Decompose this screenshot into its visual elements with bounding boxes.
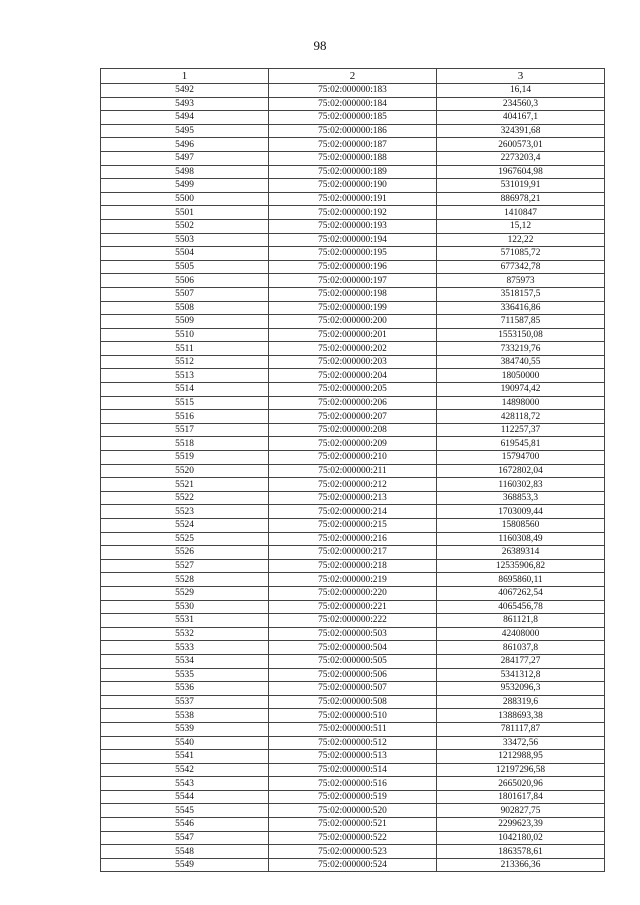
table-row xyxy=(101,532,605,546)
value-cell: 781117,87 xyxy=(437,722,605,736)
cadastral-number-cell: 75:02:000000:507 xyxy=(269,682,437,696)
value-cell: 18050000 xyxy=(437,369,605,383)
cadastral-number-cell: 75:02:000000:214 xyxy=(269,505,437,519)
cadastral-number-cell: 75:02:000000:215 xyxy=(269,519,437,533)
row-number-cell: 5516 xyxy=(101,410,269,424)
row-number-cell: 5545 xyxy=(101,804,269,818)
cadastral-number-cell: 75:02:000000:219 xyxy=(269,573,437,587)
column-header-3: 3 xyxy=(437,69,605,84)
cadastral-number-cell: 75:02:000000:505 xyxy=(269,654,437,668)
row-number-cell: 5544 xyxy=(101,790,269,804)
value-cell: 26389314 xyxy=(437,546,605,560)
row-number-cell: 5502 xyxy=(101,219,269,233)
value-cell: 677342,78 xyxy=(437,260,605,274)
table-body xyxy=(101,84,605,872)
cadastral-number-cell: 75:02:000000:504 xyxy=(269,641,437,655)
cadastral-number-cell: 75:02:000000:194 xyxy=(269,233,437,247)
row-number-cell: 5503 xyxy=(101,233,269,247)
value-cell: 1553150,08 xyxy=(437,328,605,342)
header-row xyxy=(101,69,605,84)
table-row xyxy=(101,410,605,424)
cadastral-number-cell: 75:02:000000:524 xyxy=(269,858,437,872)
table-row xyxy=(101,287,605,301)
cadastral-number-cell: 75:02:000000:519 xyxy=(269,790,437,804)
table-row xyxy=(101,736,605,750)
table-row xyxy=(101,600,605,614)
value-cell: 15808560 xyxy=(437,519,605,533)
value-cell: 1863578,61 xyxy=(437,845,605,859)
row-number-cell: 5511 xyxy=(101,342,269,356)
table-row xyxy=(101,519,605,533)
row-number-cell: 5507 xyxy=(101,287,269,301)
table-row xyxy=(101,709,605,723)
row-number-cell: 5542 xyxy=(101,763,269,777)
cadastral-number-cell: 75:02:000000:187 xyxy=(269,138,437,152)
value-cell: 368853,3 xyxy=(437,491,605,505)
table-row xyxy=(101,423,605,437)
table-row xyxy=(101,138,605,152)
cadastral-number-cell: 75:02:000000:188 xyxy=(269,151,437,165)
cadastral-number-cell: 75:02:000000:196 xyxy=(269,260,437,274)
row-number-cell: 5517 xyxy=(101,423,269,437)
value-cell: 1410847 xyxy=(437,206,605,220)
cadastral-number-cell: 75:02:000000:208 xyxy=(269,423,437,437)
value-cell: 234560,3 xyxy=(437,97,605,111)
value-cell: 1160302,83 xyxy=(437,478,605,492)
row-number-cell: 5549 xyxy=(101,858,269,872)
table-row xyxy=(101,151,605,165)
cadastral-number-cell: 75:02:000000:205 xyxy=(269,383,437,397)
table-row xyxy=(101,722,605,736)
row-number-cell: 5540 xyxy=(101,736,269,750)
cadastral-number-cell: 75:02:000000:193 xyxy=(269,219,437,233)
row-number-cell: 5518 xyxy=(101,437,269,451)
table-row xyxy=(101,84,605,98)
value-cell: 336416,86 xyxy=(437,301,605,315)
cadastral-number-cell: 75:02:000000:216 xyxy=(269,532,437,546)
row-number-cell: 5530 xyxy=(101,600,269,614)
row-number-cell: 5510 xyxy=(101,328,269,342)
row-number-cell: 5524 xyxy=(101,519,269,533)
value-cell: 886978,21 xyxy=(437,192,605,206)
cadastral-number-cell: 75:02:000000:201 xyxy=(269,328,437,342)
value-cell: 3518157,5 xyxy=(437,287,605,301)
table-row xyxy=(101,179,605,193)
cadastral-number-cell: 75:02:000000:521 xyxy=(269,818,437,832)
row-number-cell: 5495 xyxy=(101,124,269,138)
cadastral-number-cell: 75:02:000000:221 xyxy=(269,600,437,614)
row-number-cell: 5533 xyxy=(101,641,269,655)
table-row xyxy=(101,654,605,668)
cadastral-number-cell: 75:02:000000:197 xyxy=(269,274,437,288)
cadastral-number-cell: 75:02:000000:220 xyxy=(269,586,437,600)
value-cell: 14898000 xyxy=(437,396,605,410)
value-cell: 288319,6 xyxy=(437,695,605,709)
row-number-cell: 5531 xyxy=(101,614,269,628)
table-row xyxy=(101,111,605,125)
table-row xyxy=(101,804,605,818)
table-row xyxy=(101,260,605,274)
row-number-cell: 5543 xyxy=(101,777,269,791)
cadastral-number-cell: 75:02:000000:192 xyxy=(269,206,437,220)
cadastral-number-cell: 75:02:000000:209 xyxy=(269,437,437,451)
row-number-cell: 5541 xyxy=(101,750,269,764)
row-number-cell: 5508 xyxy=(101,301,269,315)
table-row xyxy=(101,695,605,709)
row-number-cell: 5512 xyxy=(101,355,269,369)
row-number-cell: 5528 xyxy=(101,573,269,587)
value-cell: 2299623,39 xyxy=(437,818,605,832)
value-cell: 4065456,78 xyxy=(437,600,605,614)
value-cell: 16,14 xyxy=(437,84,605,98)
cadastral-number-cell: 75:02:000000:185 xyxy=(269,111,437,125)
table-row xyxy=(101,491,605,505)
table-row xyxy=(101,750,605,764)
table-row xyxy=(101,342,605,356)
cadastral-number-cell: 75:02:000000:212 xyxy=(269,478,437,492)
page-number: 98 xyxy=(313,38,327,53)
table-header xyxy=(101,69,605,84)
table-row xyxy=(101,233,605,247)
table-row xyxy=(101,383,605,397)
cadastral-number-cell: 75:02:000000:512 xyxy=(269,736,437,750)
row-number-cell: 5521 xyxy=(101,478,269,492)
column-header-2: 2 xyxy=(269,69,437,84)
row-number-cell: 5520 xyxy=(101,464,269,478)
row-number-cell: 5537 xyxy=(101,695,269,709)
row-number-cell: 5523 xyxy=(101,505,269,519)
table-row xyxy=(101,464,605,478)
value-cell: 711587,85 xyxy=(437,315,605,329)
row-number-cell: 5527 xyxy=(101,559,269,573)
table-row xyxy=(101,437,605,451)
table-row xyxy=(101,546,605,560)
cadastral-number-cell: 75:02:000000:184 xyxy=(269,97,437,111)
cadastral-number-cell: 75:02:000000:202 xyxy=(269,342,437,356)
cadastral-number-cell: 75:02:000000:514 xyxy=(269,763,437,777)
value-cell: 2600573,01 xyxy=(437,138,605,152)
value-cell: 4067262,54 xyxy=(437,586,605,600)
row-number-cell: 5546 xyxy=(101,818,269,832)
value-cell: 1212988,95 xyxy=(437,750,605,764)
column-header-1: 1 xyxy=(101,69,269,84)
table-row xyxy=(101,641,605,655)
table-row xyxy=(101,777,605,791)
row-number-cell: 5515 xyxy=(101,396,269,410)
table-row xyxy=(101,355,605,369)
row-number-cell: 5505 xyxy=(101,260,269,274)
row-number-cell: 5501 xyxy=(101,206,269,220)
value-cell: 1160308,49 xyxy=(437,532,605,546)
cadastral-number-cell: 75:02:000000:523 xyxy=(269,845,437,859)
table-row xyxy=(101,451,605,465)
value-cell: 5341312,8 xyxy=(437,668,605,682)
cadastral-number-cell: 75:02:000000:506 xyxy=(269,668,437,682)
cadastral-number-cell: 75:02:000000:183 xyxy=(269,84,437,98)
table-row xyxy=(101,586,605,600)
cadastral-number-cell: 75:02:000000:516 xyxy=(269,777,437,791)
table-row xyxy=(101,124,605,138)
value-cell: 902827,75 xyxy=(437,804,605,818)
table-row xyxy=(101,97,605,111)
row-number-cell: 5532 xyxy=(101,627,269,641)
cadastral-number-cell: 75:02:000000:211 xyxy=(269,464,437,478)
row-number-cell: 5499 xyxy=(101,179,269,193)
cadastral-number-cell: 75:02:000000:513 xyxy=(269,750,437,764)
value-cell: 1672802,04 xyxy=(437,464,605,478)
cadastral-number-cell: 75:02:000000:191 xyxy=(269,192,437,206)
value-cell: 190974,42 xyxy=(437,383,605,397)
table-row xyxy=(101,328,605,342)
row-number-cell: 5529 xyxy=(101,586,269,600)
cadastral-number-cell: 75:02:000000:508 xyxy=(269,695,437,709)
table-row xyxy=(101,206,605,220)
value-cell: 42408000 xyxy=(437,627,605,641)
cadastral-number-cell: 75:02:000000:190 xyxy=(269,179,437,193)
row-number-cell: 5536 xyxy=(101,682,269,696)
row-number-cell: 5498 xyxy=(101,165,269,179)
value-cell: 324391,68 xyxy=(437,124,605,138)
value-cell: 284177,27 xyxy=(437,654,605,668)
value-cell: 15794700 xyxy=(437,451,605,465)
value-cell: 1388693,38 xyxy=(437,709,605,723)
value-cell: 404167,1 xyxy=(437,111,605,125)
value-cell: 875973 xyxy=(437,274,605,288)
row-number-cell: 5513 xyxy=(101,369,269,383)
row-number-cell: 5539 xyxy=(101,722,269,736)
table-row xyxy=(101,845,605,859)
row-number-cell: 5522 xyxy=(101,491,269,505)
row-number-cell: 5538 xyxy=(101,709,269,723)
cadastral-number-cell: 75:02:000000:217 xyxy=(269,546,437,560)
cadastral-table xyxy=(100,68,605,872)
cadastral-number-cell: 75:02:000000:186 xyxy=(269,124,437,138)
table-row xyxy=(101,682,605,696)
table-row xyxy=(101,247,605,261)
table-row xyxy=(101,790,605,804)
table-row xyxy=(101,301,605,315)
cadastral-number-cell: 75:02:000000:503 xyxy=(269,627,437,641)
value-cell: 861037,8 xyxy=(437,641,605,655)
row-number-cell: 5548 xyxy=(101,845,269,859)
cadastral-number-cell: 75:02:000000:510 xyxy=(269,709,437,723)
cadastral-number-cell: 75:02:000000:218 xyxy=(269,559,437,573)
row-number-cell: 5494 xyxy=(101,111,269,125)
value-cell: 1967604,98 xyxy=(437,165,605,179)
value-cell: 9532096,3 xyxy=(437,682,605,696)
row-number-cell: 5493 xyxy=(101,97,269,111)
value-cell: 1703009,44 xyxy=(437,505,605,519)
row-number-cell: 5506 xyxy=(101,274,269,288)
table-row xyxy=(101,274,605,288)
row-number-cell: 5514 xyxy=(101,383,269,397)
table-row xyxy=(101,831,605,845)
cadastral-number-cell: 75:02:000000:210 xyxy=(269,451,437,465)
row-number-cell: 5509 xyxy=(101,315,269,329)
row-number-cell: 5526 xyxy=(101,546,269,560)
table-row xyxy=(101,627,605,641)
value-cell: 571085,72 xyxy=(437,247,605,261)
row-number-cell: 5500 xyxy=(101,192,269,206)
value-cell: 619545,81 xyxy=(437,437,605,451)
row-number-cell: 5547 xyxy=(101,831,269,845)
value-cell: 12197296,58 xyxy=(437,763,605,777)
row-number-cell: 5535 xyxy=(101,668,269,682)
value-cell: 428118,72 xyxy=(437,410,605,424)
table-row xyxy=(101,165,605,179)
row-number-cell: 5492 xyxy=(101,84,269,98)
value-cell: 112257,37 xyxy=(437,423,605,437)
cadastral-number-cell: 75:02:000000:222 xyxy=(269,614,437,628)
table-row xyxy=(101,818,605,832)
value-cell: 2273203,4 xyxy=(437,151,605,165)
table-row xyxy=(101,219,605,233)
value-cell: 33472,56 xyxy=(437,736,605,750)
cadastral-number-cell: 75:02:000000:207 xyxy=(269,410,437,424)
table-row xyxy=(101,858,605,872)
table-row xyxy=(101,369,605,383)
cadastral-number-cell: 75:02:000000:189 xyxy=(269,165,437,179)
table-row xyxy=(101,315,605,329)
row-number-cell: 5519 xyxy=(101,451,269,465)
cadastral-number-cell: 75:02:000000:213 xyxy=(269,491,437,505)
cadastral-number-cell: 75:02:000000:200 xyxy=(269,315,437,329)
cadastral-number-cell: 75:02:000000:199 xyxy=(269,301,437,315)
table-row xyxy=(101,614,605,628)
value-cell: 531019,91 xyxy=(437,179,605,193)
table-row xyxy=(101,478,605,492)
value-cell: 861121,8 xyxy=(437,614,605,628)
cadastral-number-cell: 75:02:000000:511 xyxy=(269,722,437,736)
cadastral-number-cell: 75:02:000000:522 xyxy=(269,831,437,845)
cadastral-number-cell: 75:02:000000:195 xyxy=(269,247,437,261)
value-cell: 2665020,96 xyxy=(437,777,605,791)
value-cell: 1042180,02 xyxy=(437,831,605,845)
value-cell: 213366,36 xyxy=(437,858,605,872)
row-number-cell: 5534 xyxy=(101,654,269,668)
table-row xyxy=(101,668,605,682)
table-row xyxy=(101,573,605,587)
cadastral-number-cell: 75:02:000000:204 xyxy=(269,369,437,383)
value-cell: 384740,55 xyxy=(437,355,605,369)
row-number-cell: 5496 xyxy=(101,138,269,152)
cadastral-number-cell: 75:02:000000:203 xyxy=(269,355,437,369)
cadastral-number-cell: 75:02:000000:198 xyxy=(269,287,437,301)
value-cell: 8695860,11 xyxy=(437,573,605,587)
value-cell: 733219,76 xyxy=(437,342,605,356)
row-number-cell: 5497 xyxy=(101,151,269,165)
table-row xyxy=(101,396,605,410)
table-row xyxy=(101,192,605,206)
value-cell: 12535906,82 xyxy=(437,559,605,573)
value-cell: 1801617,84 xyxy=(437,790,605,804)
table-row xyxy=(101,559,605,573)
cadastral-number-cell: 75:02:000000:206 xyxy=(269,396,437,410)
value-cell: 15,12 xyxy=(437,219,605,233)
row-number-cell: 5525 xyxy=(101,532,269,546)
table-row xyxy=(101,505,605,519)
value-cell: 122,22 xyxy=(437,233,605,247)
table-row xyxy=(101,763,605,777)
cadastral-number-cell: 75:02:000000:520 xyxy=(269,804,437,818)
row-number-cell: 5504 xyxy=(101,247,269,261)
